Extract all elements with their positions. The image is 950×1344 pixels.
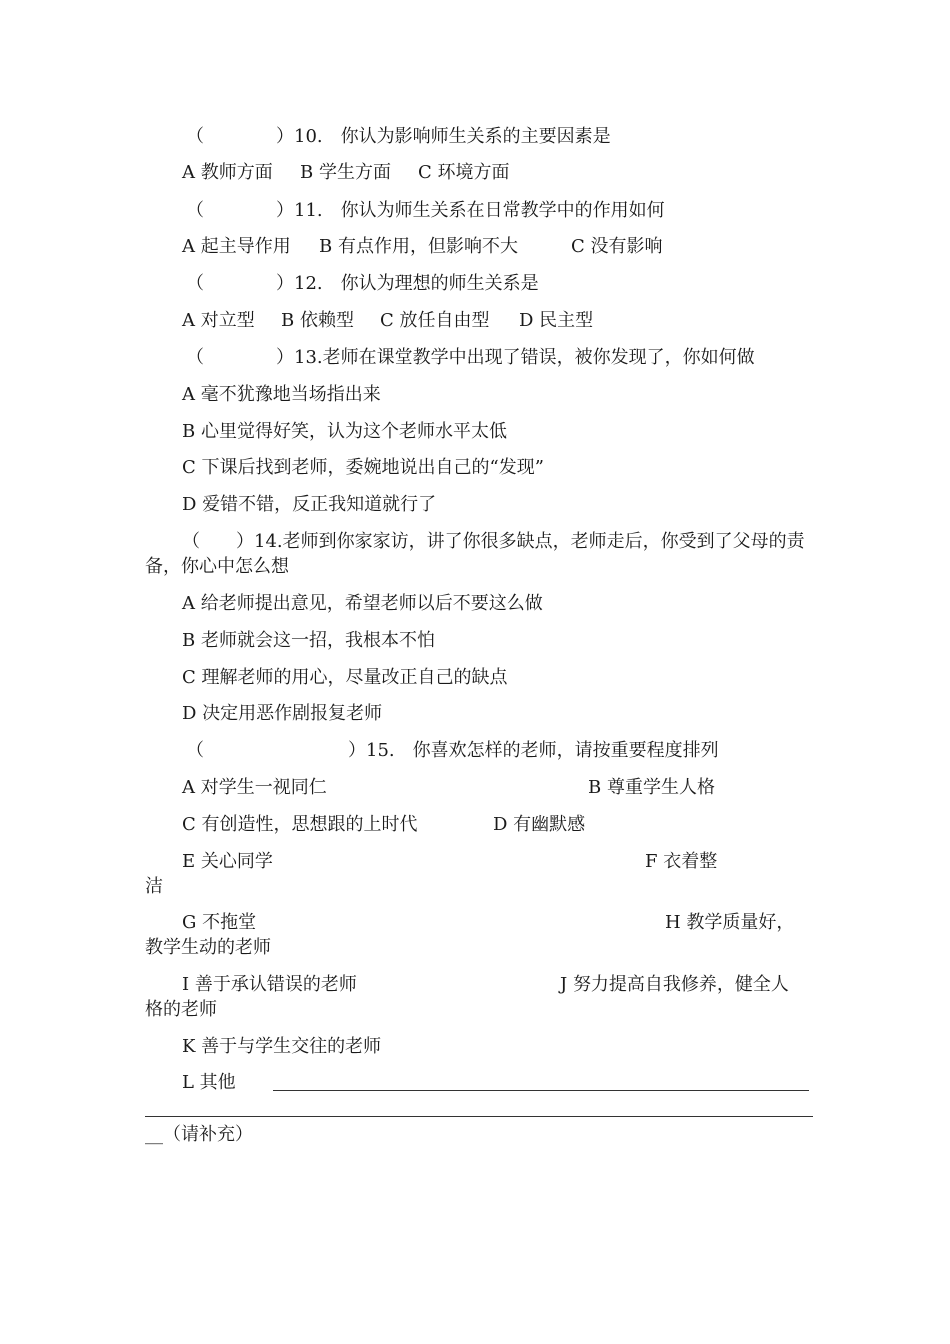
option: G 不拖堂 — [182, 912, 257, 933]
option: A 起主导作用 — [182, 236, 291, 257]
option: E 关心同学 — [182, 851, 273, 872]
option-continued: 教学生动的老师 — [145, 937, 271, 958]
option: C 放任自由型 — [380, 310, 490, 331]
option: L 其他 — [182, 1072, 236, 1093]
option: A 毫不犹豫地当场指出来 — [182, 384, 381, 405]
option: B 依赖型 — [281, 310, 354, 331]
option: C 下课后找到老师，委婉地说出自己的“发现” — [182, 457, 544, 478]
option: H 教学质量好， — [665, 912, 795, 933]
option: A 给老师提出意见，希望老师以后不要这么做 — [182, 593, 543, 614]
option: A 对学生一视同仁 — [182, 777, 327, 798]
option: D 有幽默感 — [493, 814, 586, 835]
option: C 环境方面 — [418, 162, 510, 183]
option: C 理解老师的用心，尽量改正自己的缺点 — [182, 667, 508, 688]
question-13: （ ）13.老师在课堂教学中出现了错误，被你发现了，你如何做 — [186, 347, 755, 368]
option-continued: 洁 — [145, 876, 163, 897]
option: A 教师方面 — [182, 162, 273, 183]
option: C 没有影响 — [571, 236, 663, 257]
fill-in-line — [145, 1116, 813, 1117]
option: D 爱错不错，反正我知道就行了 — [182, 494, 437, 515]
question-12: （ ）12. 你认为理想的师生关系是 — [186, 273, 539, 294]
option: C 有创造性，思想跟的上时代 — [182, 814, 418, 835]
question-14: （ ）14.老师到你家家访，讲了你很多缺点，老师走后，你受到了父母的责 — [182, 531, 805, 552]
option: K 善于与学生交往的老师 — [182, 1036, 382, 1057]
question-10: （ ）10. 你认为影响师生关系的主要因素是 — [186, 126, 611, 147]
question-14-continued: 备，你心中怎么想 — [145, 556, 289, 577]
option: I 善于承认错误的老师 — [182, 974, 357, 995]
supplement-note: __（请补充） — [145, 1124, 253, 1145]
question-15: （ ）15. 你喜欢怎样的老师，请按重要程度排列 — [186, 740, 719, 761]
option: B 心里觉得好笑，认为这个老师水平太低 — [182, 421, 507, 442]
option: B 老师就会这一招，我根本不怕 — [182, 630, 435, 651]
option: B 有点作用，但影响不大 — [319, 236, 518, 257]
option: A 对立型 — [182, 310, 255, 331]
option: J 努力提高自我修养，健全人 — [560, 974, 789, 995]
question-11: （ ）11. 你认为师生关系在日常教学中的作用如何 — [186, 200, 665, 221]
option: D 决定用恶作剧报复老师 — [182, 703, 383, 724]
fill-in-line — [273, 1090, 809, 1091]
option: D 民主型 — [519, 310, 594, 331]
option-continued: 格的老师 — [145, 999, 217, 1020]
option: B 学生方面 — [300, 162, 391, 183]
option: F 衣着整 — [645, 851, 718, 872]
option: B 尊重学生人格 — [588, 777, 715, 798]
